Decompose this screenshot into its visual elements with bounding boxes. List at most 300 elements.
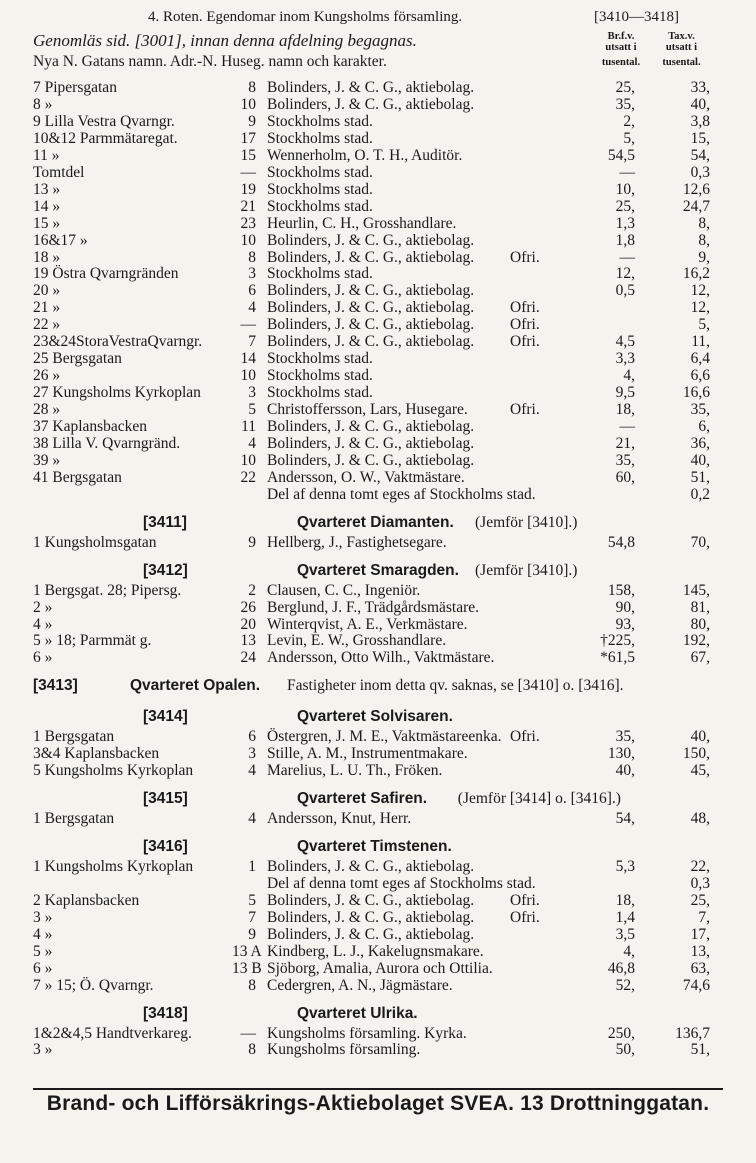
owner-name: Bolinders, J. & C. G., aktiebolag. <box>267 231 475 249</box>
house-number: 10 <box>240 231 256 249</box>
quarter-note: Fastigheter inom detta qv. saknas, se [3410] o. [3416]. <box>287 677 624 695</box>
footer-advert: Brand- och Lifförsäkrings-Aktiebolaget SVEA. 13 Drottninggatan. <box>46 1092 710 1115</box>
owner-name: Berglund, J. F., Trädgårdsmästare. <box>267 598 480 616</box>
fire-insurance-value: 1,8 <box>615 231 635 249</box>
street-name: 5 Kungsholms Kyrkoplan <box>33 762 194 780</box>
fire-insurance-value: *61,5 <box>600 649 635 667</box>
owner-name: Andersson, O. W., Vaktmästare. <box>267 468 465 486</box>
tax-value: 36, <box>690 434 710 452</box>
fire-insurance-value: 2, <box>623 112 635 130</box>
fire-insurance-value: 60, <box>615 468 635 486</box>
street-name: 1&2&4,5 Handtverkareg. <box>33 1024 192 1042</box>
owner-name: Bolinders, J. & C. G., aktiebolag. <box>267 434 475 452</box>
owner-name: Stockholms stad. <box>267 129 373 147</box>
quarter-number: [3412] <box>143 561 188 579</box>
house-number: 13 A <box>232 942 262 960</box>
owner-name: Kungsholms församling. <box>267 1041 421 1059</box>
tax-value: 145, <box>682 581 710 599</box>
tax-value: 80, <box>690 615 710 633</box>
fire-insurance-value: 0,5 <box>615 282 635 300</box>
house-number: 9 <box>248 112 256 130</box>
owner-name: Stockholms stad. <box>267 367 373 385</box>
property-row <box>0 198 756 216</box>
tax-value: 67, <box>690 649 710 667</box>
property-row <box>0 1025 756 1043</box>
fire-insurance-value: 3,3 <box>615 350 635 368</box>
tax-value: 74,6 <box>682 976 710 994</box>
property-row <box>0 384 756 402</box>
owner-name: Wennerholm, O. T. H., Auditör. <box>267 146 463 164</box>
fire-insurance-value: 35, <box>615 95 635 113</box>
tax-value: 12, <box>690 282 710 300</box>
fire-insurance-value: 40, <box>615 762 635 780</box>
owner-name: Bolinders, J. & C. G., aktiebolag. <box>267 316 475 334</box>
quarter-number: [3418] <box>143 1004 188 1022</box>
exempt-mark: Ofri. <box>510 248 540 266</box>
property-row <box>0 316 756 334</box>
tax-value: 0,2 <box>690 485 710 503</box>
fire-insurance-value: 9,5 <box>615 384 635 402</box>
exempt-mark: Ofri. <box>510 891 540 909</box>
owner-name: Bolinders, J. & C. G., aktiebolag. <box>267 95 475 113</box>
street-name: 21 » <box>33 299 61 317</box>
tax-value: 63, <box>690 959 710 977</box>
brfv-utsatt: utsatt i <box>605 42 637 53</box>
street-name: 39 » <box>33 451 61 469</box>
tax-value: 40, <box>690 95 710 113</box>
fire-insurance-value: 35, <box>615 451 635 469</box>
tax-value: 22, <box>690 857 710 875</box>
quarter-name: Qvarteret Timstenen. <box>297 838 452 855</box>
tax-value: 16,6 <box>682 384 710 402</box>
fire-insurance-value: 5, <box>623 129 635 147</box>
quarter-heading <box>0 562 756 580</box>
owner-name: Heurlin, C. H., Grosshandlare. <box>267 214 457 232</box>
quarter-name: Qvarteret Opalen. <box>130 677 261 695</box>
quarter-heading <box>0 1005 756 1023</box>
owner-name: Del af denna tomt eges af Stockholms stad. <box>267 874 536 892</box>
fire-insurance-value: 250, <box>607 1024 635 1042</box>
fire-insurance-value: 54, <box>615 810 635 828</box>
property-row <box>0 960 756 978</box>
street-name: 13 » <box>33 180 61 198</box>
fire-insurance-value: 54,8 <box>607 533 635 551</box>
property-row <box>0 649 756 667</box>
house-number: 3 <box>248 384 256 402</box>
house-number: 13 <box>240 632 256 650</box>
tax-value: 54, <box>690 146 710 164</box>
fire-insurance-value: 50, <box>615 1041 635 1059</box>
street-name: 1 Bergsgatan <box>33 810 115 828</box>
fire-insurance-value: 1,4 <box>615 908 635 926</box>
street-name: 5 » 18; Parmmät g. <box>33 632 152 650</box>
fire-insurance-value: 25, <box>615 197 635 215</box>
page-header <box>0 8 756 26</box>
street-name: 16&17 » <box>33 231 88 249</box>
fire-insurance-value: 12, <box>615 265 635 283</box>
house-number: 8 <box>248 79 256 96</box>
street-name: 8 » <box>33 95 53 113</box>
house-number: 21 <box>240 197 256 215</box>
fire-insurance-value: 1,3 <box>615 214 635 232</box>
house-number: 10 <box>240 95 256 113</box>
house-number: 4 <box>248 299 256 317</box>
property-row <box>0 113 756 131</box>
taxv-label: Tax.v. <box>668 31 695 42</box>
owner-name: Bolinders, J. & C. G., aktiebolag. <box>267 248 475 266</box>
property-row <box>0 892 756 910</box>
exempt-mark: Ofri. <box>510 333 540 351</box>
quarter-reference: (Jemför [3410].) <box>475 513 578 531</box>
quarter-reference: (Jemför [3414] o. [3416].) <box>457 790 621 808</box>
street-name: 19 Östra Qvarngränden <box>33 265 179 283</box>
street-name: 5 » <box>33 942 53 960</box>
column-labels <box>0 53 756 71</box>
tax-value: 40, <box>690 728 710 746</box>
tax-value: 25, <box>690 891 710 909</box>
owner-name: Hellberg, J., Fastighetsegare. <box>267 533 447 551</box>
tax-value: 8, <box>698 231 710 249</box>
property-row <box>0 181 756 199</box>
owner-name: Levin, E. W., Grosshandlare. <box>267 632 447 650</box>
quarter-name: Qvarteret Solvisaren. <box>297 708 453 726</box>
quarter-name: Qvarteret Ulrika. <box>297 1004 418 1022</box>
street-name: 6 » <box>33 959 53 977</box>
tax-value: 9, <box>698 248 710 266</box>
street-name: 20 » <box>33 282 61 300</box>
owner-name: Bolinders, J. & C. G., aktiebolag. <box>267 891 475 909</box>
property-row <box>0 350 756 368</box>
tax-value: 8, <box>698 214 710 232</box>
house-number: 8 <box>248 976 256 994</box>
owner-name: Bolinders, J. & C. G., aktiebolag. <box>267 333 475 351</box>
street-name: 41 Bergsgatan <box>33 468 122 486</box>
fire-insurance-value: 35, <box>615 728 635 746</box>
property-row <box>0 249 756 267</box>
ownership-note: Del af denna tomt eges af Stockholms stad. <box>267 485 536 503</box>
owner-name: Christoffersson, Lars, Husegare. <box>267 401 468 419</box>
tax-value: 15, <box>690 129 710 147</box>
tax-value: 5, <box>698 316 710 334</box>
tax-value: 70, <box>690 533 710 551</box>
owner-name: Stockholms stad. <box>267 350 373 368</box>
house-number: 24 <box>240 649 256 667</box>
quarter-heading <box>0 514 756 532</box>
street-name: 1 Kungsholms Kyrkoplan <box>33 857 194 875</box>
owner-name: Bolinders, J. & C. G., aktiebolag. <box>267 451 475 469</box>
property-row <box>0 632 756 650</box>
street-name: 3 » <box>33 1041 53 1059</box>
fire-insurance-value: — <box>619 248 635 266</box>
property-row <box>0 435 756 453</box>
house-number: 2 <box>248 581 256 599</box>
property-row <box>0 943 756 961</box>
fire-insurance-value: 93, <box>615 615 635 633</box>
street-name: 15 » <box>33 214 61 232</box>
fire-insurance-value: 54,5 <box>607 146 635 164</box>
fire-insurance-value: 18, <box>615 891 635 909</box>
tax-value: 7, <box>698 908 710 926</box>
tax-value: 11, <box>691 333 710 351</box>
fire-insurance-value: 4, <box>623 942 635 960</box>
tax-value: 51, <box>690 468 710 486</box>
fire-insurance-value: 25, <box>615 79 635 96</box>
owner-name: Kungsholms församling. Kyrka. <box>267 1024 467 1042</box>
owner-name: Östergren, J. M. E., Vaktmästareenka. <box>267 728 502 746</box>
fire-insurance-value: 4, <box>623 367 635 385</box>
property-row <box>0 333 756 351</box>
street-name: 4 » <box>33 925 53 943</box>
fire-insurance-value: 46,8 <box>607 959 635 977</box>
property-row <box>0 599 756 617</box>
street-name: Tomtdel <box>33 163 85 181</box>
street-name: 3 » <box>33 908 53 926</box>
house-number: 9 <box>248 925 256 943</box>
house-number: 19 <box>240 180 256 198</box>
house-number: 10 <box>240 451 256 469</box>
tax-value: 6, <box>698 418 710 435</box>
owner-name: Kindberg, L. J., Kakelugnsmakare. <box>267 942 484 960</box>
tax-value: 150, <box>682 745 710 763</box>
property-row <box>0 401 756 419</box>
exempt-mark: Ofri. <box>510 728 540 746</box>
fire-insurance-value: 21, <box>615 434 635 452</box>
fire-insurance-value: 18, <box>615 401 635 419</box>
house-number: 6 <box>248 728 256 746</box>
owner-name: Stille, A. M., Instrumentmakare. <box>267 745 468 763</box>
owner-name: Stockholms stad. <box>267 112 373 130</box>
house-number: 3 <box>248 265 256 283</box>
property-row <box>0 728 756 746</box>
property-row <box>0 79 756 97</box>
house-number: 15 <box>240 146 256 164</box>
house-number: 11 <box>241 418 256 435</box>
house-number: 4 <box>248 434 256 452</box>
property-row <box>0 452 756 470</box>
street-name: 9 Lilla Vestra Qvarngr. <box>33 112 175 130</box>
house-number: 8 <box>248 1041 256 1059</box>
owner-name: Andersson, Otto Wilh., Vaktmästare. <box>267 649 495 667</box>
owner-name: Bolinders, J. & C. G., aktiebolag. <box>267 282 475 300</box>
house-number: — <box>240 163 256 181</box>
property-row <box>0 215 756 233</box>
street-name: 6 » <box>33 649 53 667</box>
house-number: 5 <box>248 401 256 419</box>
street-name: 7 Pipersgatan <box>33 79 117 96</box>
footer-rule <box>33 1088 723 1090</box>
quarter-number: [3413] <box>33 677 78 695</box>
ownership-note-row <box>0 486 756 504</box>
property-row <box>0 418 756 436</box>
property-row <box>0 299 756 317</box>
street-name: 7 » 15; Ö. Qvarngr. <box>33 976 154 994</box>
tax-value: 33, <box>690 79 710 96</box>
owner-name: Bolinders, J. & C. G., aktiebolag. <box>267 857 475 875</box>
tax-value: 6,6 <box>690 367 710 385</box>
tax-value: 40, <box>690 451 710 469</box>
fire-insurance-value: — <box>619 163 635 181</box>
quarter-number: [3415] <box>143 790 188 808</box>
owner-name: Bolinders, J. & C. G., aktiebolag. <box>267 418 475 435</box>
quarter-number: [3416] <box>143 838 188 855</box>
exempt-mark: Ofri. <box>510 908 540 926</box>
street-name: 2 » <box>33 598 53 616</box>
owner-name: Stockholms stad. <box>267 163 373 181</box>
street-name: 2 Kaplansbacken <box>33 891 140 909</box>
property-row <box>0 534 756 552</box>
quarter-heading <box>0 677 756 695</box>
quarter-name: Qvarteret Diamanten. <box>297 513 454 531</box>
owner-name: Bolinders, J. & C. G., aktiebolag. <box>267 79 475 96</box>
exempt-mark: Ofri. <box>510 401 540 419</box>
house-number: 5 <box>248 891 256 909</box>
tax-value: 3,8 <box>690 112 710 130</box>
property-row <box>0 582 756 600</box>
owner-name: Winterqvist, A. E., Verkmästare. <box>267 615 468 633</box>
house-number: 26 <box>240 598 256 616</box>
house-number: 6 <box>248 282 256 300</box>
owner-name: Bolinders, J. & C. G., aktiebolag. <box>267 299 475 317</box>
tax-value: 0,3 <box>690 874 710 892</box>
street-name: 10&12 Parmmätaregat. <box>33 129 178 147</box>
house-number: 1 <box>248 857 256 875</box>
property-row <box>0 875 756 893</box>
property-row <box>0 232 756 250</box>
street-name: 26 » <box>33 367 61 385</box>
owner-name: Marelius, L. U. Th., Fröken. <box>267 762 443 780</box>
tax-value: 13, <box>690 942 710 960</box>
quarter-reference: (Jemför [3410].) <box>475 561 578 579</box>
tax-value: 45, <box>690 762 710 780</box>
property-row <box>0 762 756 780</box>
header-title: 4. Roten. Egendomar inom Kungsholms församling. <box>148 9 463 25</box>
owner-name: Andersson, Knut, Herr. <box>267 810 412 828</box>
owner-name: Bolinders, J. & C. G., aktiebolag. <box>267 908 475 926</box>
quarter-number: [3411] <box>143 513 187 531</box>
property-row <box>0 977 756 995</box>
reading-instruction: Genomläs sid. [3001], innan denna afdelning begagnas. <box>33 31 417 50</box>
property-row <box>0 367 756 385</box>
house-number: 17 <box>240 129 256 147</box>
house-number: 8 <box>248 248 256 266</box>
fire-insurance-value: 90, <box>615 598 635 616</box>
tax-value: 12,6 <box>682 180 710 198</box>
reading-note <box>0 31 756 53</box>
owner-name: Stockholms stad. <box>267 384 373 402</box>
street-name: 23&24StoraVestraQvarngr. <box>33 333 203 351</box>
tax-value: 0,3 <box>690 163 710 181</box>
owner-name: Bolinders, J. & C. G., aktiebolag. <box>267 925 475 943</box>
house-number: 4 <box>248 810 256 828</box>
street-name: 4 » <box>33 615 53 633</box>
fire-insurance-value: †225, <box>600 632 635 650</box>
quarter-heading <box>0 790 756 808</box>
owner-name: Clausen, C. C., Ingeniör. <box>267 581 421 599</box>
house-number: 7 <box>248 333 256 351</box>
house-number: 22 <box>240 468 256 486</box>
street-name: 28 » <box>33 401 61 419</box>
house-number: 3 <box>248 745 256 763</box>
property-row <box>0 469 756 487</box>
street-name: 11 » <box>33 146 60 164</box>
tax-value: 136,7 <box>675 1024 710 1042</box>
brfv-unit: tusental. <box>601 57 641 68</box>
tax-value: 48, <box>690 810 710 828</box>
house-number: 20 <box>240 615 256 633</box>
tax-value: 16,2 <box>682 265 710 283</box>
street-name: 38 Lilla V. Qvarngränd. <box>33 434 181 452</box>
property-row <box>0 265 756 283</box>
brfv-label: Br.f.v. <box>607 31 635 42</box>
tax-value: 51, <box>690 1041 710 1059</box>
street-name: 25 Bergsgatan <box>33 350 122 368</box>
street-name: 37 Kaplansbacken <box>33 418 148 435</box>
house-number: — <box>240 1024 256 1042</box>
quarter-heading <box>0 838 756 856</box>
tax-value: 35, <box>690 401 710 419</box>
street-name: 27 Kungsholms Kyrkoplan <box>33 384 201 402</box>
owner-name: Stockholms stad. <box>267 197 373 215</box>
house-number: — <box>240 316 256 334</box>
fire-insurance-value: 5,3 <box>615 857 635 875</box>
property-row <box>0 282 756 300</box>
fire-insurance-value: 4,5 <box>615 333 635 351</box>
property-row <box>0 926 756 944</box>
tax-value: 17, <box>690 925 710 943</box>
house-number: 14 <box>240 350 256 368</box>
quarter-heading <box>0 708 756 726</box>
property-row <box>0 810 756 828</box>
house-number: 4 <box>248 762 256 780</box>
quarter-name: Qvarteret Smaragden. <box>297 561 459 579</box>
house-number: 9 <box>248 533 256 551</box>
house-number: 7 <box>248 908 256 926</box>
house-number: 13 B <box>232 959 262 977</box>
quarter-number: [3414] <box>143 708 188 726</box>
street-name: 1 Bergsgat. 28; Pipersg. <box>33 581 182 599</box>
street-name: 1 Kungsholmsgatan <box>33 533 157 551</box>
owner-name: Cedergren, A. N., Jägmästare. <box>267 976 453 994</box>
tax-value: 12, <box>690 299 710 317</box>
street-name: 14 » <box>33 197 61 215</box>
taxv-utsatt: utsatt i <box>665 42 698 53</box>
tax-value: 6,4 <box>690 350 710 368</box>
exempt-mark: Ofri. <box>510 316 540 334</box>
fire-insurance-value: 52, <box>615 976 635 994</box>
fire-insurance-value: 130, <box>607 745 635 763</box>
fire-insurance-value: 158, <box>607 581 635 599</box>
tax-value: 24,7 <box>682 197 710 215</box>
street-name: 1 Bergsgatan <box>33 728 115 746</box>
property-row <box>0 745 756 763</box>
owner-name: Sjöborg, Amalia, Aurora och Ottilia. <box>267 959 493 977</box>
fire-insurance-value: — <box>619 418 635 435</box>
property-row <box>0 164 756 182</box>
property-row <box>0 96 756 114</box>
house-number: 10 <box>240 367 256 385</box>
fire-insurance-value: 10, <box>615 180 635 198</box>
property-row <box>0 909 756 927</box>
owner-name: Stockholms stad. <box>267 180 373 198</box>
property-row <box>0 130 756 148</box>
tax-value: 81, <box>690 598 710 616</box>
taxv-unit: tusental. <box>662 57 701 68</box>
quarter-name: Qvarteret Safiren. <box>297 790 428 808</box>
property-row <box>0 147 756 165</box>
column-headings: Nya N. Gatans namn. Adr.-N. Huseg. namn och karakter. <box>33 53 387 70</box>
street-name: 22 » <box>33 316 61 334</box>
property-row <box>0 616 756 634</box>
